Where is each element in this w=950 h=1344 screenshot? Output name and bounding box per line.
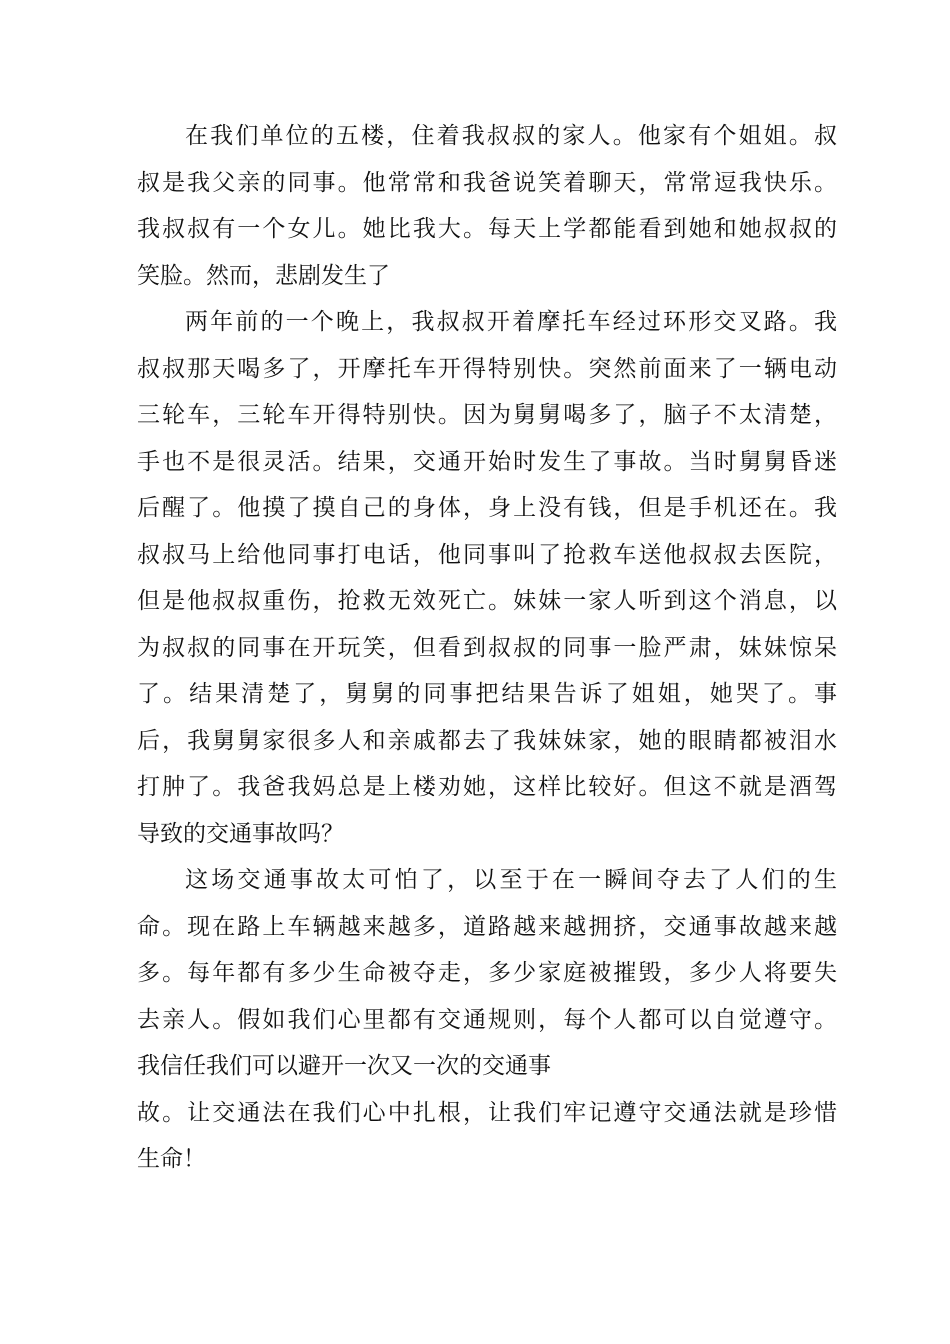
paragraph-line: 了。结果清楚了，舅舅的同事把结果告诉了姐姐，她哭了。事 bbox=[137, 681, 837, 707]
paragraph-line: 多。每年都有多少生命被夺走，多少家庭被摧毁，多少人将要失 bbox=[137, 960, 837, 986]
paragraph-line: 后，我舅舅家很多人和亲戚都去了我妹妹家，她的眼睛都被泪水 bbox=[137, 727, 837, 754]
document-body bbox=[137, 113, 837, 1183]
paragraph-line: 两年前的一个晚上，我叔叔开着摩托车经过环形交叉路。我 bbox=[185, 309, 837, 335]
paragraph-line: 后醒了。他摸了摸自己的身体，身上没有钱，但是手机还在。我 bbox=[137, 495, 837, 521]
paragraph-line: 在我们单位的五楼，住着我叔叔的家人。他家有个姐姐。叔 bbox=[185, 123, 837, 149]
paragraph-2 bbox=[137, 299, 837, 857]
paragraph-line: 故。让交通法在我们心中扎根，让我们牢记遵守交通法就是珍惜 bbox=[137, 1099, 837, 1126]
paragraph-line: 叔是我父亲的同事。他常常和我爸说笑着聊天，常常逗我快乐。 bbox=[137, 169, 837, 196]
paragraph-line: 笑脸。然而，悲剧发生了 bbox=[137, 262, 390, 289]
paragraph-line: 但是他叔叔重伤，抢救无效死亡。妹妹一家人听到这个消息，以 bbox=[137, 588, 837, 614]
paragraph-3 bbox=[137, 857, 837, 1183]
paragraph-line: 这场交通事故太可怕了，以至于在一瞬间夺去了人们的生 bbox=[185, 867, 837, 893]
paragraph-line: 我信任我们可以避开一次又一次的交通事 bbox=[137, 1053, 551, 1079]
paragraph-1 bbox=[137, 113, 837, 299]
paragraph-line: 导致的交通事故吗？ bbox=[137, 820, 344, 847]
paragraph-line: 叔叔马上给他同事打电话，他同事叫了抢救车送他叔叔去医院， bbox=[137, 541, 837, 568]
paragraph-line: 三轮车，三轮车开得特别快。因为舅舅喝多了，脑子不太清楚， bbox=[137, 402, 837, 428]
paragraph-line: 叔叔那天喝多了，开摩托车开得特别快。突然前面来了一辆电动 bbox=[137, 355, 837, 382]
paragraph-line: 手也不是很灵活。结果，交通开始时发生了事故。当时舅舅昏迷 bbox=[137, 448, 837, 475]
paragraph-line: 为叔叔的同事在开玩笑，但看到叔叔的同事一脸严肃，妹妹惊呆 bbox=[137, 634, 837, 661]
paragraph-line: 命。现在路上车辆越来越多，道路越来越拥挤，交通事故越来越 bbox=[137, 913, 837, 940]
paragraph-line: 去亲人。假如我们心里都有交通规则，每个人都可以自觉遵守。 bbox=[137, 1006, 837, 1033]
paragraph-line: 生命！ bbox=[137, 1146, 206, 1172]
paragraph-line: 我叔叔有一个女儿。她比我大。每天上学都能看到她和她叔叔的 bbox=[137, 216, 837, 242]
paragraph-line: 打肿了。我爸我妈总是上楼劝她，这样比较好。但这不就是酒驾 bbox=[137, 774, 837, 800]
